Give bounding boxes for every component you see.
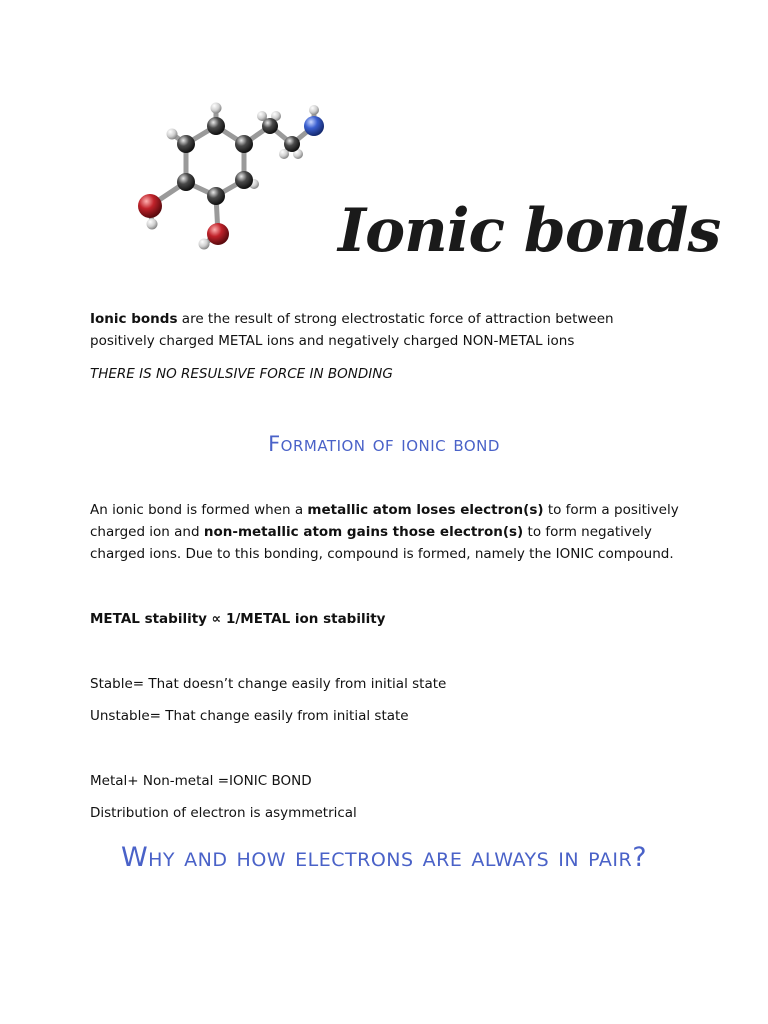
formation-paragraph xyxy=(90,499,680,565)
intro-paragraph xyxy=(90,308,680,352)
intro-text: are the result of strong electrostatic force of attraction between positively charged METAL ions and negatively charged NON-METAL ions xyxy=(90,311,614,349)
intro-bold-term: Ionic bonds xyxy=(90,311,178,327)
formation-text-2: to form a positively charged ion and xyxy=(90,502,679,540)
stable-definition: Stable= That doesn’t change easily from initial state xyxy=(90,676,447,692)
formation-text-1: An ionic bond is formed when a xyxy=(90,502,308,518)
stability-relation: METAL stability ∝ 1/METAL ion stability xyxy=(90,611,386,627)
question-heading: Why and how electrons are always in pair? xyxy=(120,842,648,873)
unstable-definition: Unstable= That change easily from initial state xyxy=(90,708,409,724)
intro-note: THERE IS NO RESULSIVE FORCE IN BONDING xyxy=(90,366,393,382)
formation-text-3: to form negatively charged ions. Due to this bonding, compound is formed, namely the IONIC compound. xyxy=(90,524,674,562)
formation-bold-1: metallic atom loses electron(s) xyxy=(307,502,544,518)
electron-distribution: Distribution of electron is asymmetrical xyxy=(90,805,357,821)
formation-heading: Formation of ionic bond xyxy=(268,432,500,456)
ionic-bond-equation: Metal+ Non-metal =IONIC BOND xyxy=(90,773,312,789)
molecule-icon xyxy=(128,96,338,266)
formation-bold-2: non-metallic atom gains those electron(s) xyxy=(203,524,524,540)
page-title: Ionic bonds xyxy=(338,196,721,266)
